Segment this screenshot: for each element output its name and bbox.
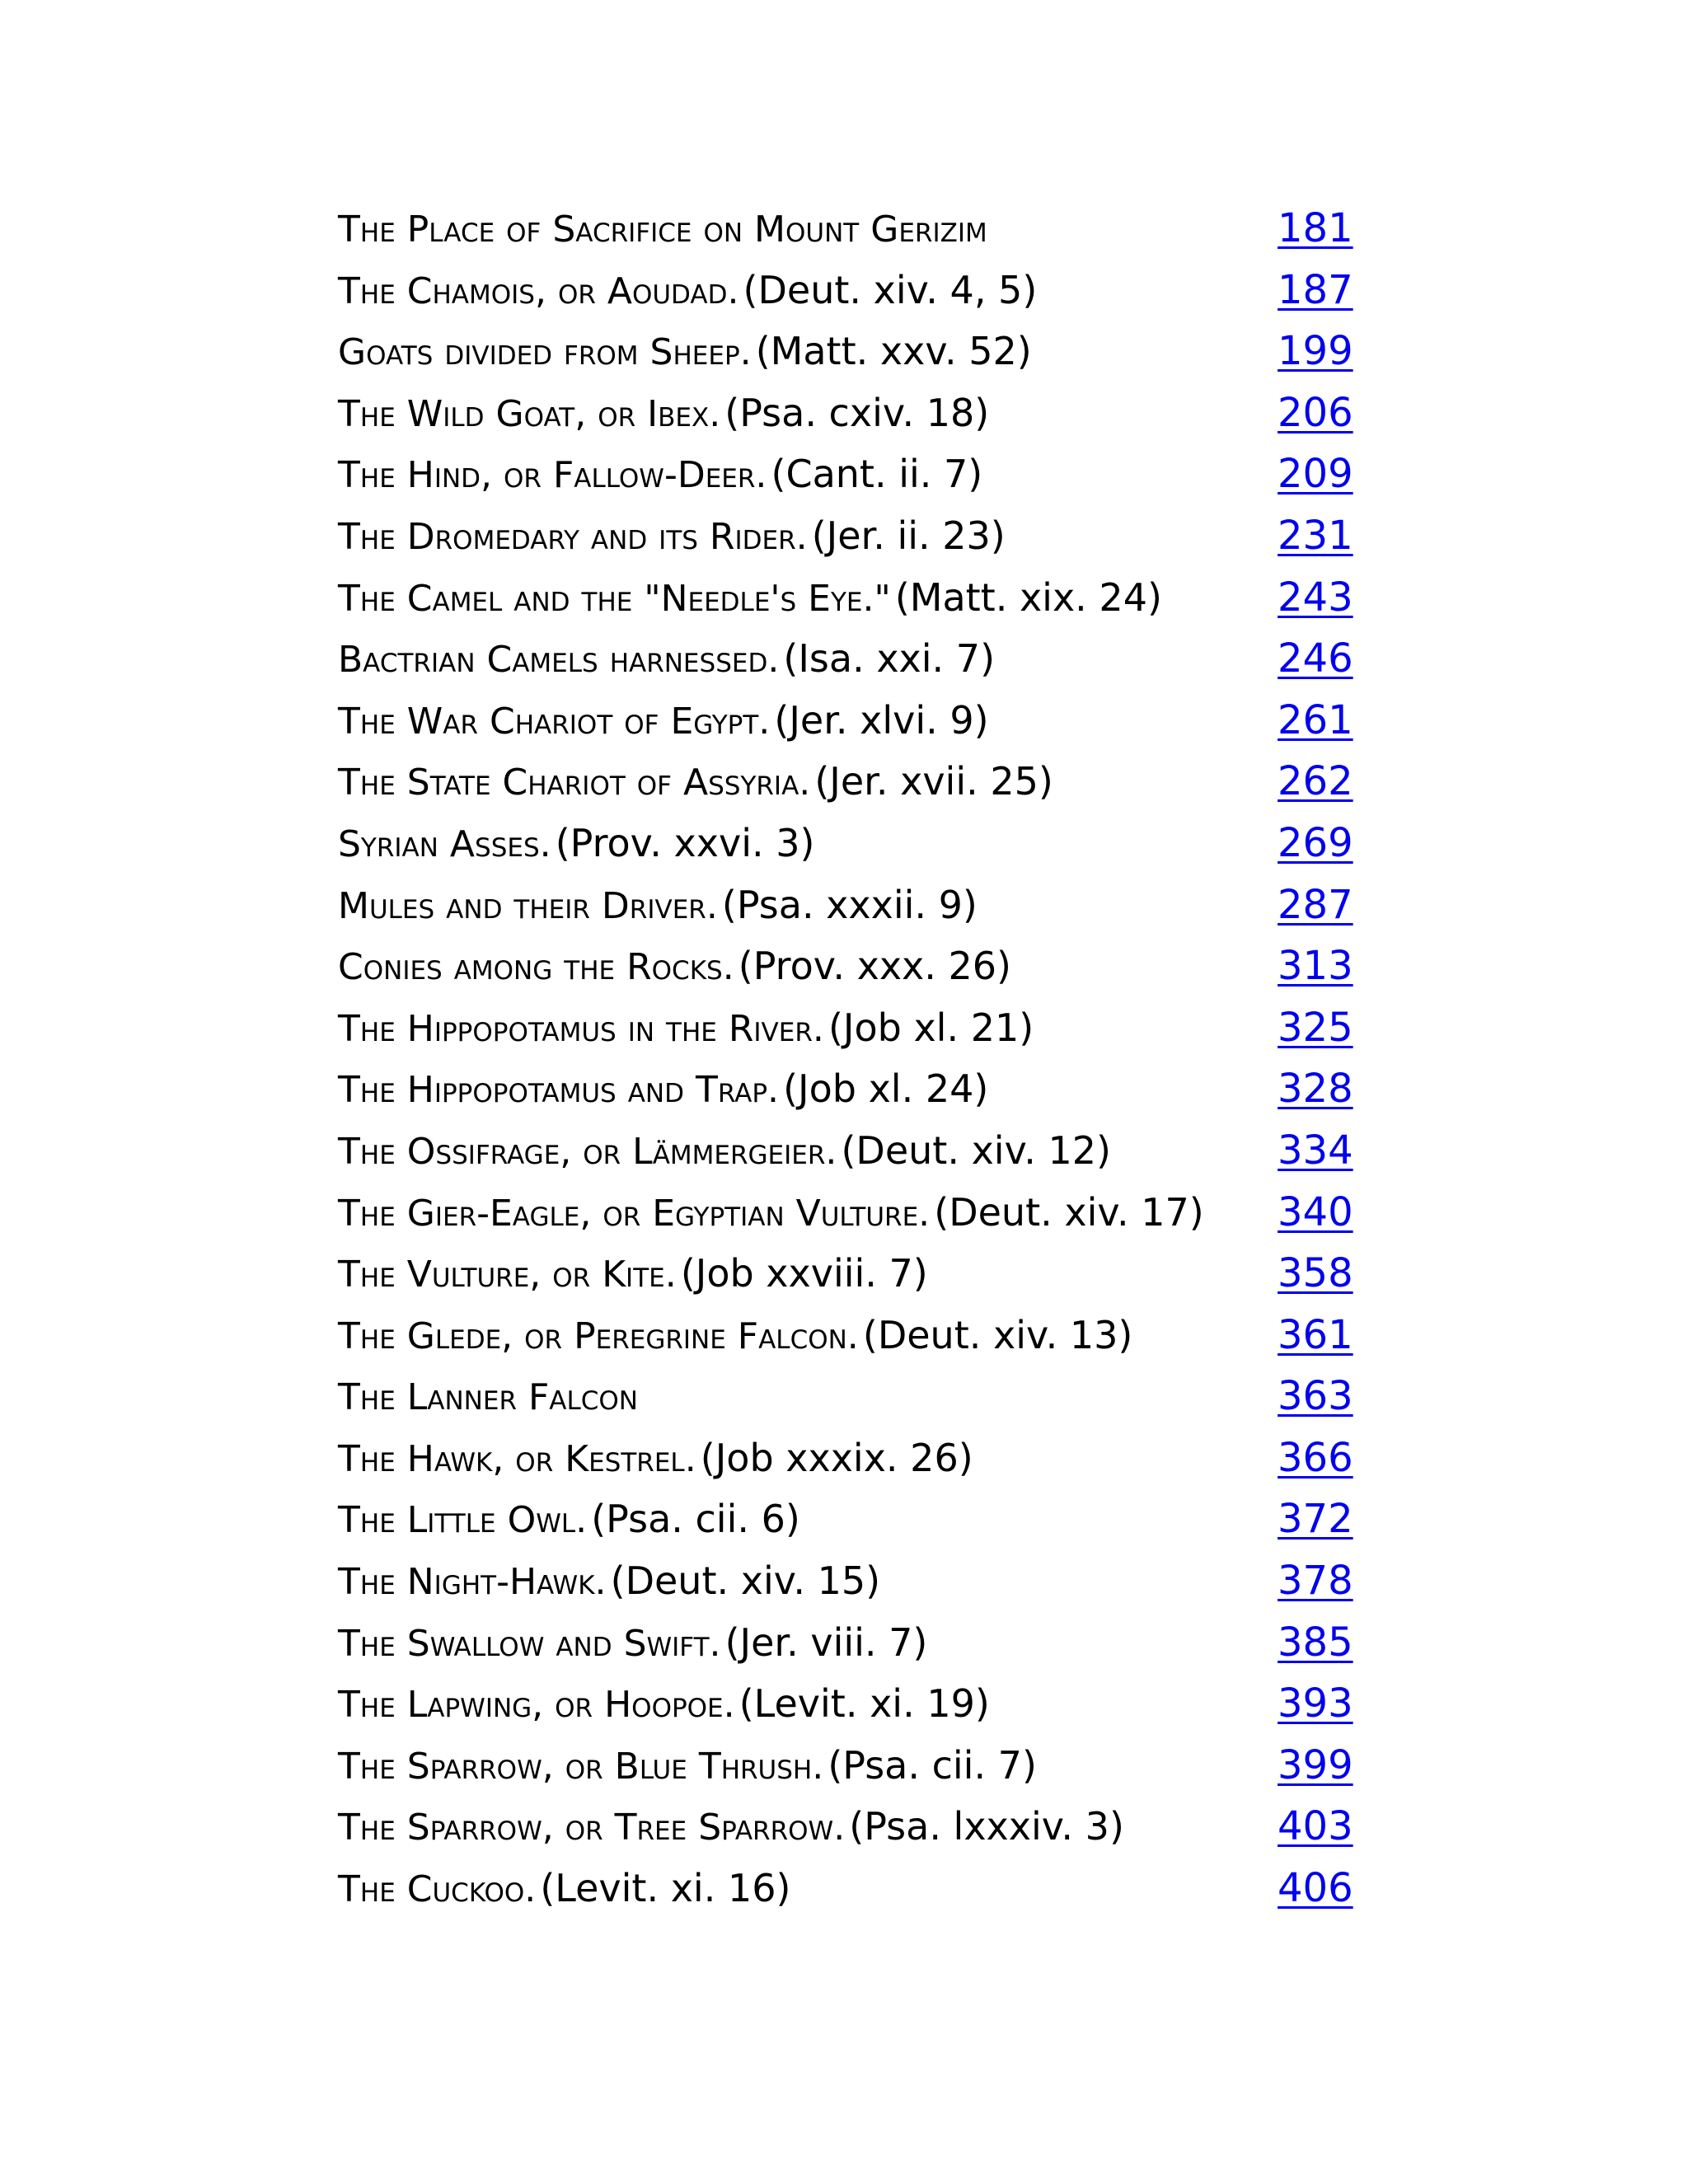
entry-text: [338, 935, 1011, 1006]
entry-text: [338, 1305, 1132, 1376]
illustration-title: The Place of Sacrifice on Mount Gerizim: [338, 209, 987, 251]
illustration-title: The Little Owl.: [338, 1499, 588, 1542]
scripture-reference: (Matt. xxv. 52): [755, 329, 1032, 374]
entry-text: [338, 690, 989, 761]
entry-text: [338, 1488, 800, 1559]
page-link[interactable]: 372: [1278, 1496, 1353, 1543]
list-item: [338, 1488, 1360, 1550]
list-item: [338, 1612, 1360, 1674]
list-item: [338, 321, 1360, 382]
page-link[interactable]: 366: [1278, 1434, 1353, 1481]
illustration-title: The Swallow and Swift.: [338, 1622, 721, 1665]
illustration-title: Goats divided from Sheep.: [338, 331, 752, 374]
illustration-title: The Lapwing, or Hoopoe.: [338, 1684, 735, 1727]
illustration-title: Bactrian Camels harnessed.: [338, 639, 780, 682]
page-link[interactable]: 406: [1278, 1865, 1353, 1912]
list-item: [338, 382, 1360, 444]
page-link[interactable]: 340: [1278, 1188, 1353, 1235]
illustration-title: Conies among the Rocks.: [338, 946, 734, 989]
page-link[interactable]: 231: [1278, 512, 1353, 559]
scripture-reference: (Deut. xiv. 4, 5): [743, 267, 1038, 312]
illustration-title: The Hawk, or Kestrel.: [338, 1437, 696, 1480]
page-link[interactable]: 313: [1278, 943, 1353, 990]
list-item: [338, 935, 1360, 997]
list-item: [338, 874, 1360, 936]
page-link[interactable]: 287: [1278, 881, 1353, 928]
illustration-title: The Camel and the "Needle's Eye.": [338, 577, 891, 620]
entry-text: [338, 874, 978, 945]
entry-text: [338, 382, 989, 453]
entry-text: [338, 198, 987, 269]
list-item: [338, 1673, 1360, 1735]
scripture-reference: (Jer. viii. 7): [724, 1619, 928, 1665]
illustration-title: The Glede, or Peregrine Falcon.: [338, 1315, 859, 1357]
illustration-title: The Gier-Eagle, or Egyptian Vulture.: [338, 1192, 931, 1235]
list-item: [338, 1058, 1360, 1120]
page-link[interactable]: 187: [1278, 266, 1353, 313]
scripture-reference: (Matt. xix. 24): [894, 574, 1162, 620]
list-item: [338, 1735, 1360, 1797]
page-link[interactable]: 246: [1278, 635, 1353, 682]
illustration-title: The Hind, or Fallow-Deer.: [338, 454, 767, 497]
page-link[interactable]: 209: [1278, 451, 1353, 498]
scripture-reference: (Prov. xxvi. 3): [555, 820, 815, 865]
list-item: [338, 690, 1360, 752]
entry-text: [338, 1673, 990, 1744]
list-item: [338, 260, 1360, 321]
scripture-reference: (Isa. xxi. 7): [783, 636, 996, 682]
page-link[interactable]: 393: [1278, 1680, 1353, 1727]
entry-text: [338, 321, 1032, 391]
page-link[interactable]: 403: [1278, 1803, 1353, 1850]
illustration-title: The War Chariot of Egypt.: [338, 700, 771, 743]
illustration-title: The Sparrow, or Tree Sparrow.: [338, 1807, 846, 1849]
entry-text: [338, 813, 814, 883]
list-item: [338, 443, 1360, 505]
illustration-title: The Sparrow, or Blue Thrush.: [338, 1745, 824, 1788]
entry-text: [338, 1858, 790, 1929]
page-link[interactable]: 269: [1278, 819, 1353, 866]
list-item: [338, 1182, 1360, 1244]
page-link[interactable]: 334: [1278, 1127, 1353, 1174]
illustration-title: The Vulture, or Kite.: [338, 1254, 677, 1296]
list-item: [338, 628, 1360, 690]
entry-text: [338, 628, 995, 699]
illustration-title: The State Chariot of Assyria.: [338, 762, 811, 804]
list-item: [338, 1120, 1360, 1182]
illustration-title: The Wild Goat, or Ibex.: [338, 392, 721, 435]
entry-text: [338, 1120, 1111, 1191]
entry-text: [338, 260, 1037, 330]
scripture-reference: (Psa. lxxxiv. 3): [849, 1804, 1124, 1849]
page-link[interactable]: 385: [1278, 1619, 1353, 1666]
list-item: [338, 1366, 1360, 1427]
entry-text: [338, 1058, 988, 1129]
scripture-reference: (Cant. ii. 7): [771, 452, 983, 497]
entry-text: [338, 1182, 1204, 1253]
illustration-title: Syrian Asses.: [338, 823, 551, 865]
entry-text: [338, 567, 1162, 638]
scripture-reference: (Job xxviii. 7): [680, 1251, 928, 1296]
scripture-reference: (Jer. xlvi. 9): [774, 697, 989, 743]
entry-text: [338, 1366, 638, 1436]
page-link[interactable]: 199: [1278, 328, 1353, 375]
scripture-reference: (Job xl. 24): [783, 1066, 989, 1112]
scripture-reference: (Levit. xi. 19): [738, 1681, 990, 1727]
page-link[interactable]: 399: [1278, 1741, 1353, 1788]
illustration-title: The Dromedary and its Rider.: [338, 515, 808, 558]
entry-text: [338, 505, 1006, 576]
scripture-reference: (Psa. cxiv. 18): [724, 390, 990, 435]
list-item: [338, 198, 1360, 260]
list-item: [338, 1243, 1360, 1305]
entry-text: [338, 443, 982, 514]
page-link[interactable]: 363: [1278, 1373, 1353, 1420]
entry-text: [338, 1612, 927, 1683]
entry-text: [338, 1796, 1124, 1867]
page-link[interactable]: 206: [1278, 389, 1353, 436]
illustration-title: Mules and their Driver.: [338, 884, 718, 927]
scripture-reference: (Deut. xiv. 13): [862, 1312, 1133, 1357]
scripture-reference: (Deut. xiv. 17): [934, 1189, 1204, 1235]
illustration-title: The Cuckoo.: [338, 1868, 537, 1911]
illustration-title: The Ossifrage, or Lämmergeier.: [338, 1130, 837, 1173]
scripture-reference: (Psa. cii. 6): [591, 1497, 800, 1542]
page-link[interactable]: 358: [1278, 1250, 1353, 1297]
scripture-reference: (Prov. xxx. 26): [738, 944, 1012, 989]
list-item: [338, 751, 1360, 813]
illustration-title: The Hippopotamus in the River.: [338, 1007, 824, 1050]
scripture-reference: (Psa. cii. 7): [828, 1742, 1037, 1788]
list-item: [338, 1427, 1360, 1489]
entry-text: [338, 1427, 973, 1498]
illustration-title: The Night-Hawk.: [338, 1561, 607, 1604]
list-item: [338, 505, 1360, 567]
list-item: [338, 997, 1360, 1059]
scripture-reference: (Job xxxix. 26): [700, 1435, 973, 1480]
page-link[interactable]: 328: [1278, 1066, 1353, 1113]
list-item: [338, 1858, 1360, 1919]
list-item: [338, 813, 1360, 874]
entry-text: [338, 997, 1034, 1068]
scripture-reference: (Levit. xi. 16): [540, 1866, 791, 1911]
list-item: [338, 1305, 1360, 1366]
page-link[interactable]: 181: [1278, 205, 1353, 251]
entry-text: [338, 1550, 880, 1621]
illustrations-list: [338, 198, 1360, 1919]
entry-text: [338, 1735, 1037, 1806]
page-link[interactable]: 243: [1278, 574, 1353, 621]
scripture-reference: (Deut. xiv. 12): [841, 1127, 1111, 1173]
list-item: [338, 1550, 1360, 1612]
list-item: [338, 1796, 1360, 1858]
page-link[interactable]: 378: [1278, 1558, 1353, 1605]
list-item: [338, 567, 1360, 629]
scripture-reference: (Deut. xiv. 15): [610, 1558, 881, 1604]
illustration-title: The Lanner Falcon: [338, 1376, 638, 1419]
page-link[interactable]: 262: [1278, 758, 1353, 805]
scripture-reference: (Psa. xxxii. 9): [721, 882, 978, 927]
illustration-title: The Hippopotamus and Trap.: [338, 1069, 780, 1112]
illustration-title: The Chamois, or Aoudad.: [338, 269, 739, 312]
scripture-reference: (Jer. xvii. 25): [814, 759, 1053, 804]
entry-text: [338, 1243, 928, 1314]
page-link[interactable]: 261: [1278, 696, 1353, 743]
scripture-reference: (Jer. ii. 23): [811, 513, 1006, 558]
entry-text: [338, 751, 1053, 822]
scripture-reference: (Job xl. 21): [828, 1005, 1034, 1050]
page-link[interactable]: 325: [1278, 1004, 1353, 1051]
page-link[interactable]: 361: [1278, 1311, 1353, 1358]
